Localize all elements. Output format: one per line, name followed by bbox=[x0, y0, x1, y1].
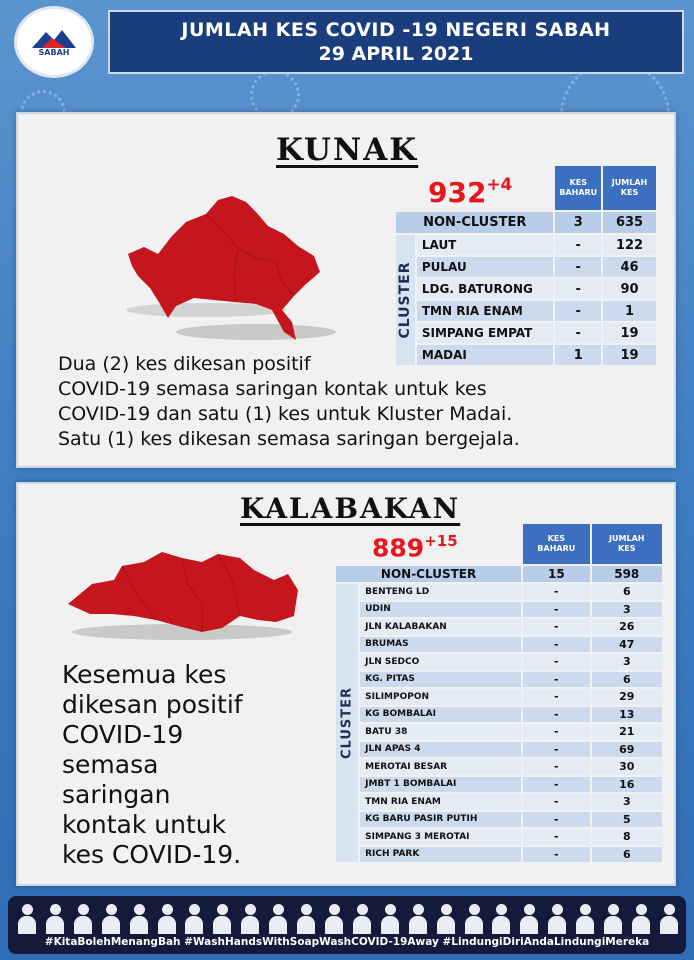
table-row bbox=[336, 759, 662, 775]
kalabakan-cluster-rows bbox=[336, 584, 662, 862]
page-header bbox=[108, 10, 684, 74]
table-row bbox=[396, 323, 656, 343]
kunak-map bbox=[106, 192, 346, 352]
cluster-name: JLN SEDCO bbox=[360, 654, 521, 670]
cluster-name: BATU 38 bbox=[360, 724, 521, 740]
frontliner-figure-icon bbox=[269, 904, 287, 934]
cluster-new-cases: - bbox=[555, 323, 601, 343]
cluster-side-label bbox=[336, 584, 358, 862]
kalabakan-description bbox=[62, 660, 243, 870]
cluster-total-cases: 26 bbox=[592, 619, 662, 635]
cluster-total-cases: 3 bbox=[592, 654, 662, 670]
frontliner-figures bbox=[18, 900, 678, 934]
cluster-total-cases: 8 bbox=[592, 829, 662, 845]
cluster-total-cases: 5 bbox=[592, 812, 662, 828]
cluster-total-cases: 6 bbox=[592, 847, 662, 863]
table-row bbox=[336, 829, 662, 845]
frontliner-figure-icon bbox=[213, 904, 231, 934]
frontliner-figure-icon bbox=[130, 904, 148, 934]
cluster-total-cases: 69 bbox=[592, 742, 662, 758]
cluster-name: TMN RIA ENAM bbox=[360, 794, 521, 810]
kalabakan-total-value: 889 bbox=[372, 533, 425, 563]
cluster-new-cases: - bbox=[523, 777, 589, 793]
cluster-name: KG. PITAS bbox=[360, 672, 521, 688]
cluster-total-cases: 3 bbox=[592, 794, 662, 810]
description-line: COVID-19 dan satu (1) kes untuk Kluster Madai. bbox=[58, 403, 513, 425]
table-row bbox=[336, 777, 662, 793]
col-header-new-cases: KES BAHARU bbox=[555, 166, 601, 210]
non-cluster-new: 3 bbox=[555, 212, 601, 233]
description-line: COVID-19 semasa saringan kontak untuk kes bbox=[58, 378, 487, 400]
frontliner-figure-icon bbox=[325, 904, 343, 934]
cluster-name: JLN KALABAKAN bbox=[360, 619, 521, 635]
table-row bbox=[336, 742, 662, 758]
kalabakan-case-table bbox=[334, 522, 664, 864]
cluster-new-cases: 1 bbox=[555, 345, 601, 365]
non-cluster-total: 598 bbox=[592, 566, 662, 582]
frontliner-figure-icon bbox=[185, 904, 203, 934]
cluster-total-cases: 29 bbox=[592, 689, 662, 705]
kunak-description bbox=[58, 352, 520, 452]
frontliner-figure-icon bbox=[297, 904, 315, 934]
table-row bbox=[396, 301, 656, 321]
cluster-total-cases: 19 bbox=[603, 345, 656, 365]
footer-banner bbox=[8, 896, 686, 954]
table-row bbox=[336, 637, 662, 653]
header-date: 29 APRIL 2021 bbox=[318, 43, 474, 65]
kunak-increase: +4 bbox=[486, 174, 513, 194]
kalabakan-map bbox=[62, 544, 322, 644]
cluster-new-cases: - bbox=[555, 279, 601, 299]
cluster-new-cases: - bbox=[555, 301, 601, 321]
cluster-name: BRUMAS bbox=[360, 637, 521, 653]
cluster-total-cases: 1 bbox=[603, 301, 656, 321]
cluster-label-text: CLUSTER bbox=[339, 686, 355, 760]
col-header-total-cases: JUMLAH KES bbox=[592, 524, 662, 564]
sabah-health-logo bbox=[14, 6, 94, 78]
col-header-new-cases: KES BAHARU bbox=[523, 524, 589, 564]
non-cluster-new: 15 bbox=[523, 566, 589, 582]
frontliner-figure-icon bbox=[520, 904, 538, 934]
cluster-name: MEROTAI BESAR bbox=[360, 759, 521, 775]
table-row bbox=[336, 619, 662, 635]
frontliner-figure-icon bbox=[46, 904, 64, 934]
frontliner-figure-icon bbox=[604, 904, 622, 934]
col-header-total-cases: JUMLAH KES bbox=[603, 166, 656, 210]
cluster-new-cases: - bbox=[523, 707, 589, 723]
cluster-name: MADAI bbox=[417, 345, 554, 365]
kunak-cluster-rows bbox=[396, 235, 656, 365]
description-line: saringan bbox=[62, 780, 171, 809]
cluster-total-cases: 122 bbox=[603, 235, 656, 255]
cluster-name: LAUT bbox=[417, 235, 554, 255]
non-cluster-total: 635 bbox=[603, 212, 656, 233]
frontliner-figure-icon bbox=[437, 904, 455, 934]
cluster-new-cases: - bbox=[523, 759, 589, 775]
table-row bbox=[336, 654, 662, 670]
cluster-label-text: CLUSTER bbox=[397, 261, 414, 339]
cluster-total-cases: 90 bbox=[603, 279, 656, 299]
frontliner-figure-icon bbox=[660, 904, 678, 934]
description-line: kes COVID-19. bbox=[62, 840, 242, 869]
table-row bbox=[396, 235, 656, 255]
district-title-kunak: KUNAK bbox=[276, 132, 419, 168]
cluster-name: JMBT 1 BOMBALAI bbox=[360, 777, 521, 793]
cluster-new-cases: - bbox=[523, 742, 589, 758]
table-row bbox=[396, 257, 656, 277]
cluster-new-cases: - bbox=[555, 235, 601, 255]
cluster-total-cases: 30 bbox=[592, 759, 662, 775]
frontliner-figure-icon bbox=[353, 904, 371, 934]
cluster-name: KG BARU PASIR PUTIH bbox=[360, 812, 521, 828]
table-row bbox=[396, 279, 656, 299]
cluster-new-cases: - bbox=[523, 829, 589, 845]
mountain-logo-icon bbox=[32, 28, 76, 48]
table-row bbox=[336, 602, 662, 618]
description-line: semasa bbox=[62, 750, 159, 779]
kalabakan-increase: +15 bbox=[424, 532, 458, 550]
frontliner-figure-icon bbox=[409, 904, 427, 934]
frontliner-figure-icon bbox=[74, 904, 92, 934]
kunak-panel bbox=[16, 112, 676, 468]
cluster-new-cases: - bbox=[523, 654, 589, 670]
frontliner-figure-icon bbox=[158, 904, 176, 934]
cluster-new-cases: - bbox=[555, 257, 601, 277]
cluster-total-cases: 16 bbox=[592, 777, 662, 793]
table-row bbox=[336, 672, 662, 688]
frontliner-figure-icon bbox=[18, 904, 36, 934]
cluster-total-cases: 19 bbox=[603, 323, 656, 343]
cluster-name: UDIN bbox=[360, 602, 521, 618]
cluster-new-cases: - bbox=[523, 672, 589, 688]
cluster-name: TMN RIA ENAM bbox=[417, 301, 554, 321]
table-row bbox=[336, 689, 662, 705]
table-row bbox=[336, 707, 662, 723]
cluster-name: SIMPANG 3 MEROTAI bbox=[360, 829, 521, 845]
cluster-new-cases: - bbox=[523, 812, 589, 828]
description-line: kontak untuk bbox=[62, 810, 227, 839]
table-row bbox=[336, 724, 662, 740]
cluster-name: SIMPANG EMPAT bbox=[417, 323, 554, 343]
district-title-kalabakan: KALABAKAN bbox=[240, 492, 461, 525]
kunak-total-value: 932 bbox=[428, 175, 487, 209]
table-row bbox=[336, 847, 662, 863]
frontliner-figure-icon bbox=[381, 904, 399, 934]
table-row bbox=[336, 584, 662, 600]
frontliner-figure-icon bbox=[632, 904, 650, 934]
logo-text: SABAH bbox=[38, 47, 70, 57]
table-row bbox=[336, 794, 662, 810]
kunak-case-table bbox=[394, 164, 658, 367]
description-line: dikesan positif bbox=[62, 690, 243, 719]
cluster-new-cases: - bbox=[523, 584, 589, 600]
cluster-name: BENTENG LD bbox=[360, 584, 521, 600]
frontliner-figure-icon bbox=[492, 904, 510, 934]
cluster-total-cases: 6 bbox=[592, 584, 662, 600]
cluster-new-cases: - bbox=[523, 637, 589, 653]
cluster-name: RICH PARK bbox=[360, 847, 521, 863]
cluster-name: JLN APAS 4 bbox=[360, 742, 521, 758]
non-cluster-label: NON-CLUSTER bbox=[336, 566, 521, 582]
cluster-name: SILIMPOPON bbox=[360, 689, 521, 705]
cluster-name: LDG. BATURONG bbox=[417, 279, 554, 299]
frontliner-figure-icon bbox=[465, 904, 483, 934]
cluster-total-cases: 47 bbox=[592, 637, 662, 653]
cluster-total-cases: 13 bbox=[592, 707, 662, 723]
cluster-new-cases: - bbox=[523, 602, 589, 618]
cluster-name: PULAU bbox=[417, 257, 554, 277]
description-line: Satu (1) kes dikesan semasa saringan bergejala. bbox=[58, 428, 520, 450]
frontliner-figure-icon bbox=[241, 904, 259, 934]
description-line: Dua (2) kes dikesan positif bbox=[58, 353, 311, 375]
cluster-new-cases: - bbox=[523, 847, 589, 863]
footer-hashtags: #KitaBolehMenangBah #WashHandsWithSoapWashCOVID-19Away #LindungiDiriAndaLindungiMereka bbox=[44, 936, 650, 948]
header-title: JUMLAH KES COVID -19 NEGERI SABAH bbox=[181, 19, 611, 41]
description-line: Kesemua kes bbox=[62, 660, 227, 689]
non-cluster-row bbox=[396, 212, 656, 233]
frontliner-figure-icon bbox=[576, 904, 594, 934]
non-cluster-row bbox=[336, 566, 662, 582]
cluster-name: KG BOMBALAI bbox=[360, 707, 521, 723]
frontliner-figure-icon bbox=[548, 904, 566, 934]
cluster-total-cases: 3 bbox=[592, 602, 662, 618]
cluster-new-cases: - bbox=[523, 689, 589, 705]
description-line: COVID-19 bbox=[62, 720, 184, 749]
cluster-total-cases: 6 bbox=[592, 672, 662, 688]
kalabakan-panel bbox=[16, 482, 676, 886]
cluster-new-cases: - bbox=[523, 619, 589, 635]
frontliner-figure-icon bbox=[102, 904, 120, 934]
cluster-new-cases: - bbox=[523, 794, 589, 810]
cluster-side-label bbox=[396, 235, 415, 365]
cluster-new-cases: - bbox=[523, 724, 589, 740]
cluster-total-cases: 21 bbox=[592, 724, 662, 740]
non-cluster-label: NON-CLUSTER bbox=[396, 212, 553, 233]
cluster-total-cases: 46 bbox=[603, 257, 656, 277]
table-row bbox=[336, 812, 662, 828]
